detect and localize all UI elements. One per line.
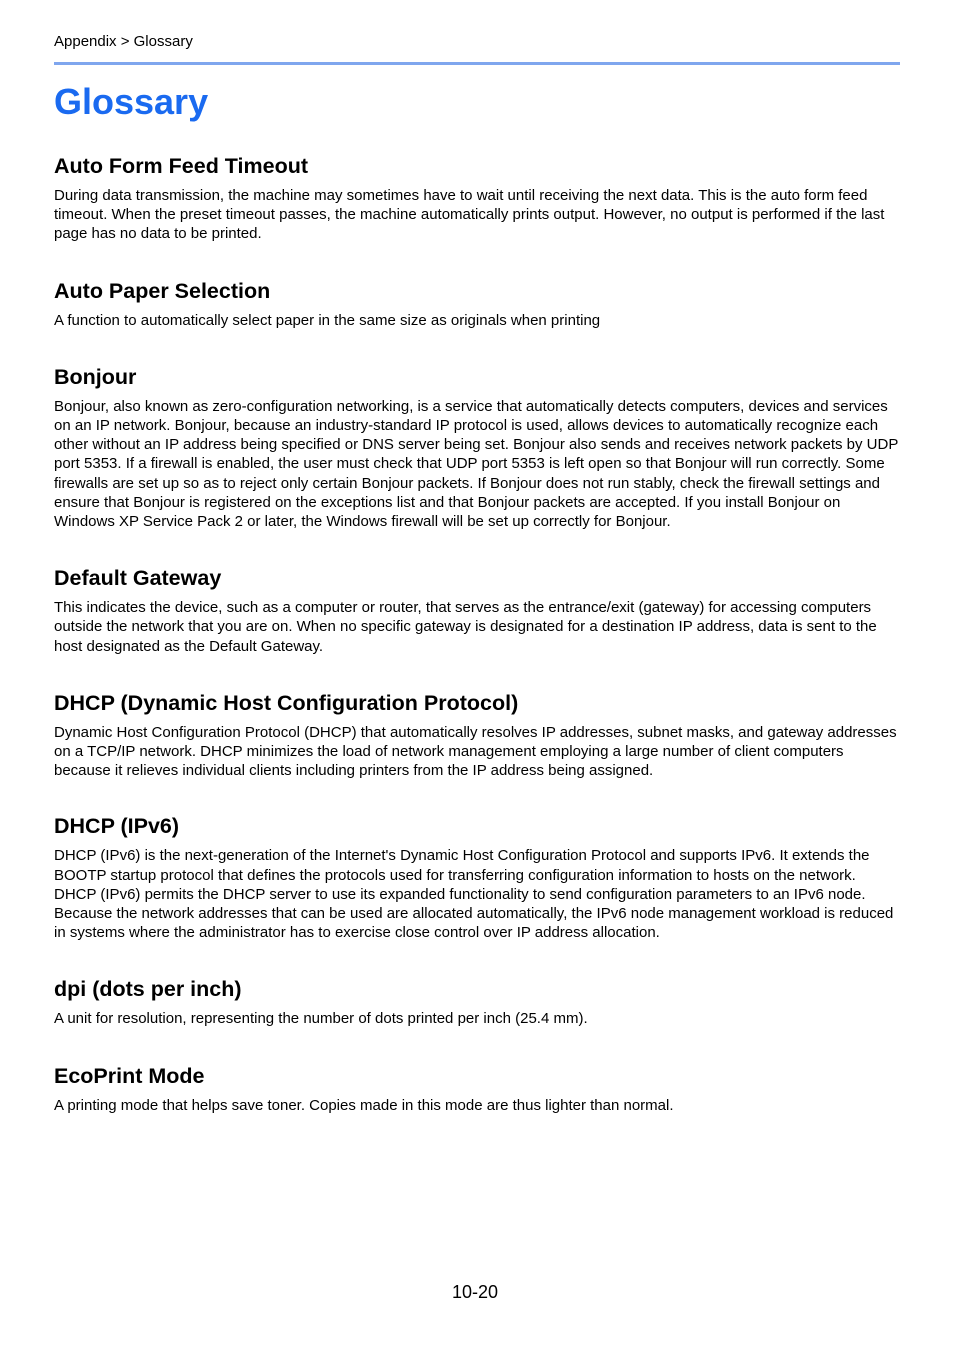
glossary-definition: DHCP (IPv6) is the next-generation of the Internet's Dynamic Host Configuration Protocol and supports IPv6. It extends the BOOTP startup protocol that defines the protocols used for transferring configuration information to hosts on the network. DHCP (IPv6) permits the DHCP server to use its expanded functionality to send configuration parameters to an IPv6 node. Because the network addresses that can be used are allocated automatically, the IPv6 node management workload is reduced in systems where the administrator has to exercise close control over IP address allocation.: [54, 847, 894, 942]
glossary-term: DHCP (Dynamic Host Configuration Protocol): [54, 690, 519, 715]
glossary-entry: [54, 150, 900, 244]
glossary-definition: During data transmission, the machine may sometimes have to wait until receiving the next data. This is the auto form feed timeout. When the preset timeout passes, the machine automatically prints output. However, no output is performed if the last page has no data to be printed.: [54, 187, 885, 243]
glossary-entry: [54, 361, 900, 531]
glossary-definition: Dynamic Host Configuration Protocol (DHCP) that automatically resolves IP addresses, subnet masks, and gateway addresses on a TCP/IP network. DHCP minimizes the load of network management employing a large number of client computers because it relieves individual clients including printers from the IP address being assigned.: [54, 723, 897, 780]
glossary-definition: A unit for resolution, representing the number of dots printed per inch (25.4 mm).: [54, 1010, 588, 1028]
page-number: 10-20: [452, 1282, 499, 1302]
breadcrumb: Appendix > Glossary: [54, 33, 193, 50]
glossary-term: Auto Form Feed Timeout: [54, 154, 309, 178]
glossary-definition: A function to automatically select paper in the same size as originals when printing: [54, 311, 601, 329]
glossary-entries: [54, 150, 900, 1115]
glossary-entry: [54, 973, 900, 1028]
glossary-entry: [54, 810, 900, 942]
header-divider: [54, 62, 900, 65]
glossary-term: dpi (dots per inch): [54, 977, 242, 1002]
glossary-term: EcoPrint Mode: [54, 1063, 205, 1088]
glossary-definition: Bonjour, also known as zero-configuration networking, is a service that automatically detects computers, devices and services on an IP network. Bonjour, because an industry-standard IP protocol is used, allows devices to automatically recognize each other without an IP address being specified or DNS server being set. Bonjour also sends and receives network packets by UDP port 5353. If a firewall is enabled, the user must check that UDP port 5353 is left open so that Bonjour will run correctly. Some firewalls are set up so as to reject only certain Bonjour packets. If Bonjour does not run stably, check the firewall settings and ensure that Bonjour is registered on the exceptions list and that Bonjour packets are accepted. If you install Bonjour on Windows XP Service Pack 2 or later, the Windows firewall will be set up correctly for Bonjour.: [54, 397, 899, 531]
glossary-term: Auto Paper Selection: [54, 278, 271, 303]
glossary-term: Default Gateway: [54, 566, 222, 591]
glossary-term: Bonjour: [54, 364, 137, 389]
glossary-entry: [54, 562, 900, 656]
glossary-term: DHCP (IPv6): [54, 814, 180, 839]
glossary-entry: [54, 275, 900, 330]
page-title: Glossary: [54, 81, 209, 122]
glossary-definition: A printing mode that helps save toner. Copies made in this mode are thus lighter than normal.: [54, 1096, 674, 1114]
glossary-entry: [54, 687, 900, 781]
glossary-definition: This indicates the device, such as a computer or router, that serves as the entrance/exit (gateway) for accessing computers outside the network that you are on. When no specific gateway is designated for a destination IP address, data is sent to the host designated as the Default Gateway.: [54, 599, 877, 655]
glossary-entry: [54, 1060, 900, 1115]
